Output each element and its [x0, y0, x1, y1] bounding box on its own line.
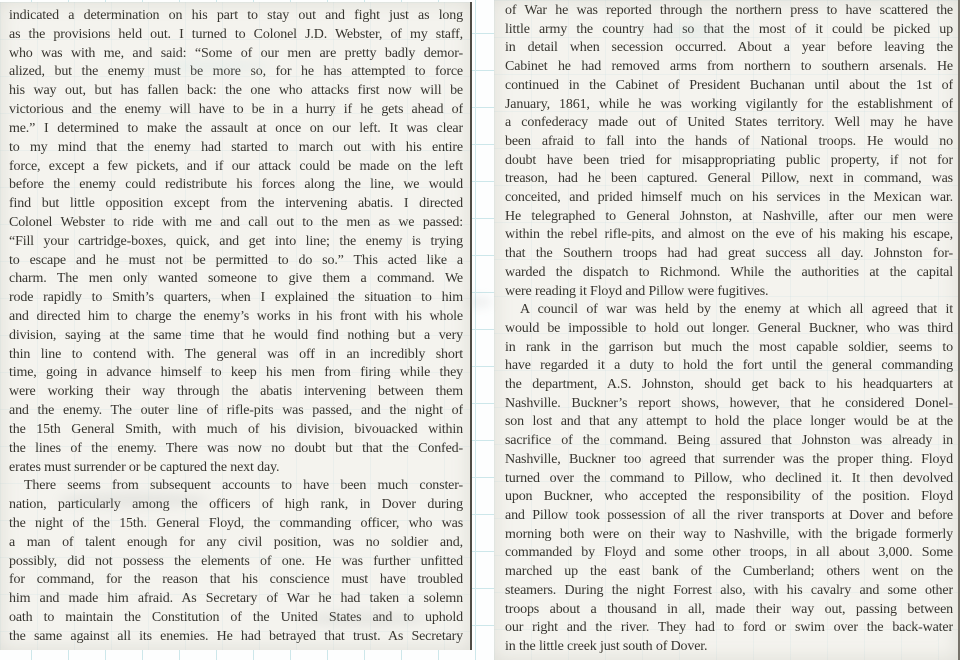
- text-line: indicated a determination on his part to stay out and fight just as long: [9, 8, 463, 23]
- text-line: charm. The men only wanted someone to give them a command. We: [9, 271, 463, 287]
- text-line: in detail when secession occurred. About a year before leaving the: [505, 40, 953, 56]
- text-line: force, except a few pickets, and if our attack could be made on the left: [9, 158, 463, 174]
- paragraph: [505, 301, 953, 656]
- text-line: Nashville. Buckner’s report shows, however, that he considered Donel-: [505, 395, 953, 411]
- right-column-text: [494, 0, 958, 657]
- text-line: within the rebel rifle-pits, and almost on the eve of his making his escape,: [505, 227, 953, 243]
- text-line: little army the country had so that the most of it could be picked up: [505, 21, 953, 37]
- text-line: alized, but the enemy must be more so, for he has attempted to force: [9, 64, 463, 80]
- text-line: who was with me, and said: “Some of our men are pretty badly demor-: [9, 45, 463, 61]
- text-line: oath to maintain the Constitution of the United States and to uphold: [9, 610, 463, 625]
- text-line: commanded by Floyd and some other troops, in all about 3,000. Some: [505, 545, 953, 561]
- text-line: sacrifice of the command. Being assured that Johnston was already in: [505, 433, 953, 449]
- text-line: me.” I determined to make the assault at once on our left. It was clear: [9, 120, 463, 136]
- text-line: his way out, but has fallen back: the one who attacks first now will be: [9, 83, 463, 99]
- text-line: been afraid to fall into the hands of National troops. He would no: [505, 133, 953, 149]
- text-line: continued in the Cabinet of President Buchanan until about the 1st of: [505, 77, 953, 93]
- text-line: him and made him afraid. As Secretary of War he had taken a solemn: [9, 591, 463, 607]
- text-line: conceited, and prided himself much on his services in the Mexican war.: [505, 190, 953, 206]
- text-line: steamers. During the night Forrest also, with his cavalry and some other: [505, 582, 953, 598]
- text-line: troops about a thousand in all, made their way out, passing between: [505, 601, 953, 617]
- text-line: possibly, did not possess the elements of one. He was further unfitted: [9, 553, 463, 569]
- scanned-page-left-column: [0, 2, 472, 650]
- text-line: to my mind that the enemy had started to march out with his entire: [9, 139, 463, 155]
- text-line: in the little creek just south of Dover.: [505, 638, 708, 654]
- text-line: that the Southern troops had had great success all day. Johnston for-: [505, 246, 953, 262]
- text-line: time, going in advance himself to keep his men from firing while they: [9, 365, 463, 381]
- text-line: a man of talent enough for any civil position, was no soldier and,: [9, 534, 463, 550]
- text-line: the lines of the enemy. There was now no doubt but that the Confed-: [9, 440, 463, 456]
- text-line: were working their way through the abatis intervening between them: [9, 384, 463, 400]
- text-line: Cabinet he had removed arms from northern to southern arsenals. He: [505, 59, 953, 75]
- text-line: the same against all its enemies. He had betrayed that trust. As Secretary: [9, 628, 463, 644]
- text-line: division, saying at the same time that he would find nothing but a very: [9, 327, 463, 343]
- text-line: of War he was reported through the northern press to have scattered the: [505, 3, 953, 18]
- text-line: marched up the east bank of the Cumberland; others went on the: [505, 564, 953, 580]
- text-line: Colonel Webster to ride with me and call out to the men as we passed:: [9, 214, 463, 230]
- paragraph: [9, 7, 463, 477]
- text-line: January, 1861, while he was working vigilantly for the establishment of: [505, 96, 953, 112]
- text-line: for command, for the reason that his conscience must have troubled: [9, 572, 463, 588]
- scanned-page-right-column: [494, 0, 960, 660]
- text-line: to escape and he must not be permitted to do so.” This acted like a: [9, 252, 463, 268]
- text-line: and directed him to charge the enemy’s works in his front with his whole: [9, 309, 463, 324]
- text-line: victorious and the enemy will have to be in a hurry if he gets ahead of: [9, 102, 463, 118]
- text-line: Nashville, Buckner too agreed that surrender was the proper thing. Floyd: [505, 451, 953, 467]
- text-line: treason, had he been captured. General Pillow, next in command, was: [505, 171, 953, 187]
- text-line: would be impossible to hold out longer. General Buckner, who was third: [505, 320, 953, 336]
- text-line: rode rapidly to Smith’s quarters, when I explained the situation to him: [9, 290, 463, 306]
- text-line: He telegraphed to General Johnston, at Nashville, after our men were: [505, 208, 953, 224]
- text-line: as the provisions held out. I turned to Colonel J.D. Webster, of my staff,: [9, 26, 463, 42]
- text-line: the 15th General Smith, with much of his division, bivouacked within: [9, 421, 463, 437]
- text-line: erates must surrender or be captured the next day.: [9, 459, 280, 475]
- text-line: A council of war was held by the enemy at which all agreed that it: [520, 302, 953, 318]
- text-line: a confederacy made out of United States territory. Well may he have: [505, 115, 953, 131]
- text-line: find but little opposition except from the intervening abatis. I directed: [9, 196, 463, 212]
- paragraph: [9, 477, 463, 646]
- paragraph: [505, 2, 953, 301]
- text-line: in rank in the garrison but much the most capable soldier, seems to: [505, 339, 953, 355]
- text-line: our right and the river. They had to ford or swim over the back-water: [505, 620, 953, 636]
- text-line: and Pillow took possession of all the river transports at Dover and before: [505, 507, 953, 523]
- text-line: morning both were on their way to Nashville, with the brigade formerly: [505, 526, 953, 542]
- text-line: turned over the command to Pillow, who declined it. It then devolved: [505, 470, 953, 486]
- left-column-text: [0, 2, 470, 647]
- text-line: before the enemy could redistribute his forces along the line, we would: [9, 177, 463, 193]
- text-line: doubt have been tried for misappropriating public property, if not for: [505, 152, 953, 168]
- text-line: “Fill your cartridge-boxes, quick, and get into line; the enemy is trying: [9, 233, 463, 249]
- text-line: were reading it Floyd and Pillow were fugitives.: [505, 283, 769, 299]
- text-line: have regarded it a duty to hold the fort until the general commanding: [505, 358, 953, 374]
- text-line: son lost and that any attempt to hold the place longer would be at the: [505, 414, 953, 430]
- text-line: thin line to contend with. The general was off in an incredibly short: [9, 346, 463, 362]
- text-line: There seems from subsequent accounts to have been much conster-: [24, 478, 463, 494]
- text-line: warded the dispatch to Richmond. While the authorities at the capital: [505, 264, 953, 280]
- text-line: nation, particularly among the officers of high rank, in Dover during: [9, 497, 463, 513]
- text-line: the night of the 15th. General Floyd, the commanding officer, who was: [9, 515, 463, 531]
- text-line: the department, A.S. Johnston, should get back to his headquarters at: [505, 377, 953, 393]
- text-line: and the enemy. The outer line of rifle-pits was passed, and the night of: [9, 403, 463, 419]
- text-line: upon Buckner, who accepted the responsibility of the position. Floyd: [505, 489, 953, 505]
